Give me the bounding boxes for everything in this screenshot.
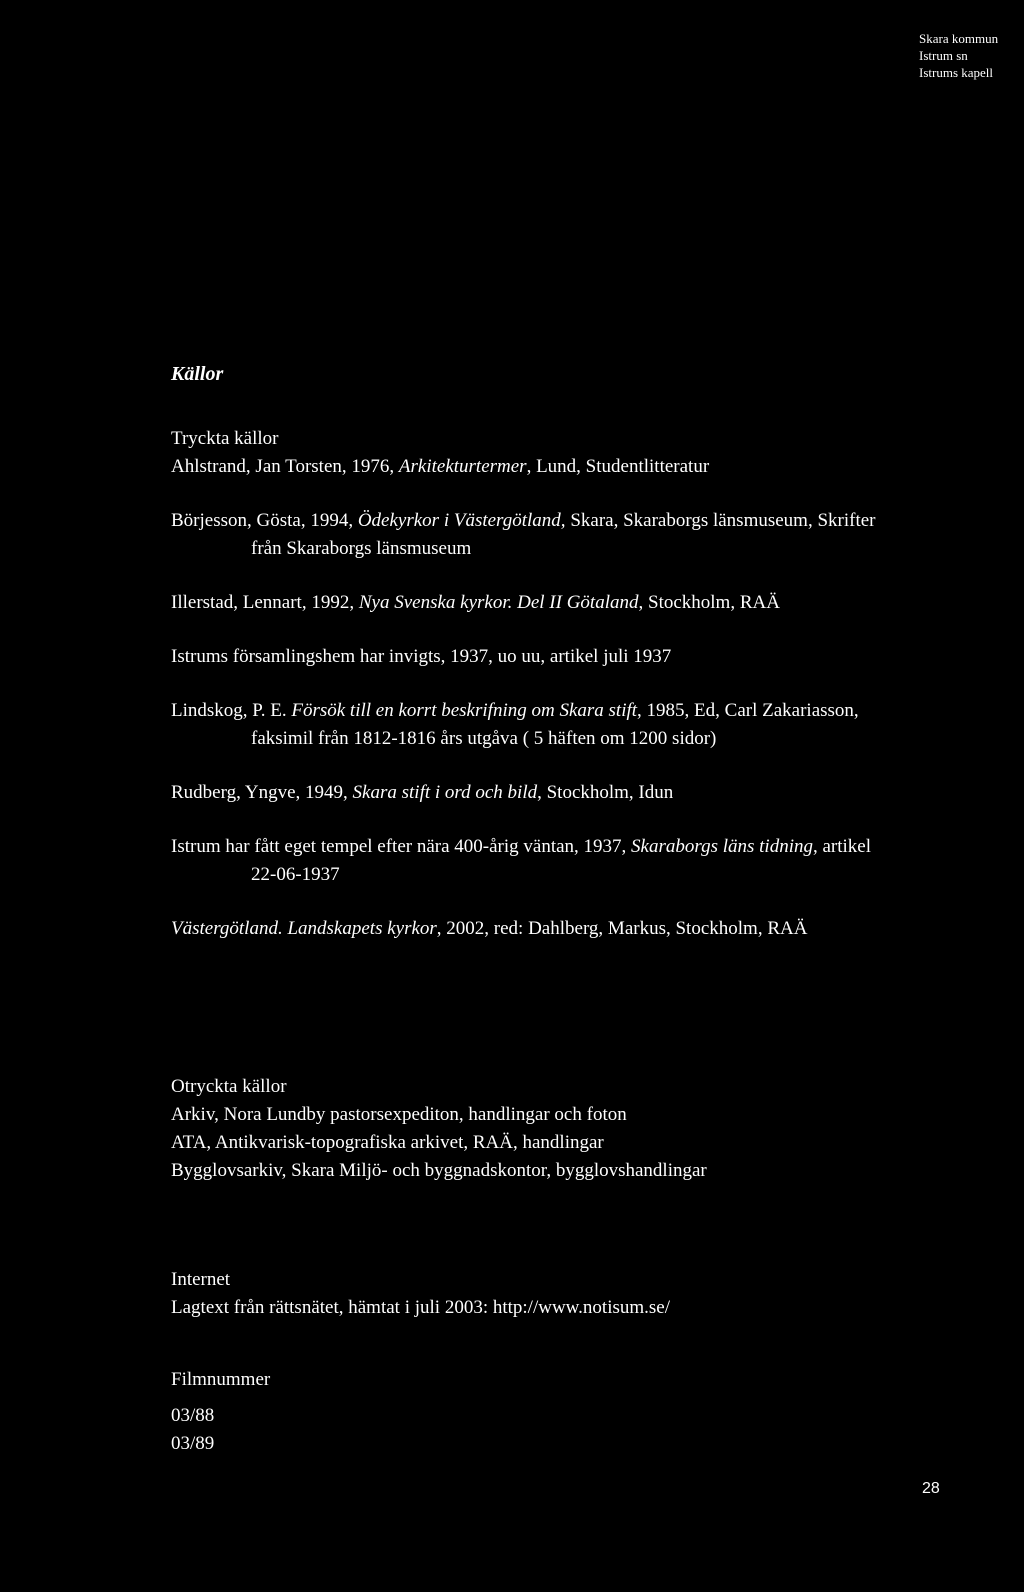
unprinted-sources-label: Otryckta källor bbox=[171, 1076, 287, 1097]
film-number: 03/89 bbox=[171, 1433, 215, 1454]
entry-pre: Istrum har fått eget tempel efter nära 400-årig väntan, 1937, bbox=[171, 836, 632, 857]
internet-sources bbox=[171, 1266, 901, 1322]
film-numbers-label: Filmnummer bbox=[171, 1369, 271, 1390]
entry-pre: Illerstad, Lennart, 1992, bbox=[171, 592, 359, 613]
entry-title: Försök till en korrt beskrifning om Skara stift bbox=[291, 700, 638, 721]
unprinted-source-item: Bygglovsarkiv, Skara Miljö- och byggnadskontor, bygglovshandlingar bbox=[171, 1160, 707, 1181]
printed-source-entry bbox=[171, 643, 901, 671]
entry-post: , Stockholm, RAÄ bbox=[638, 592, 780, 613]
entry-post: , Stockholm, Idun bbox=[537, 782, 674, 803]
entry-title: Västergötland. Landskapets kyrkor bbox=[171, 918, 437, 939]
printed-source-entry bbox=[171, 507, 901, 563]
printed-source-entry bbox=[171, 833, 901, 889]
page-number: 28 bbox=[922, 1480, 940, 1497]
entry-pre: Börjesson, Gösta, 1994, bbox=[171, 510, 358, 531]
sources-heading: Källor bbox=[171, 363, 224, 385]
printed-source-entry bbox=[171, 589, 901, 617]
film-number: 03/88 bbox=[171, 1405, 215, 1426]
entry-post: , Lund, Studentlitteratur bbox=[526, 456, 710, 477]
printed-source-entry bbox=[171, 915, 901, 943]
entry-post: , 2002, red: Dahlberg, Markus, Stockholm, RAÄ bbox=[436, 918, 808, 939]
entry-title: Nya Svenska kyrkor. Del II Götaland bbox=[358, 592, 639, 613]
entry-pre: Rudberg, Yngve, 1949, bbox=[171, 782, 353, 803]
printed-sources-list bbox=[171, 453, 901, 943]
entry-post: , artikel 22-06-1937 bbox=[251, 836, 871, 885]
printed-source-entry bbox=[171, 697, 901, 753]
sources-section bbox=[171, 360, 901, 1454]
entry-title: Arkitekturtermer bbox=[398, 456, 527, 477]
printed-sources-label: Tryckta källor bbox=[171, 428, 279, 449]
entry-title: Skara stift i ord och bild bbox=[352, 782, 538, 803]
entry-post: , 1985, Ed, Carl Zakariasson, faksimil från 1812-1816 års utgåva ( 5 häften om 1200 sidor) bbox=[251, 700, 859, 749]
entry-pre: Istrums församlingshem har invigts, 1937, uo uu, artikel juli 1937 bbox=[171, 646, 672, 667]
printed-sources bbox=[171, 425, 901, 943]
unprinted-sources bbox=[171, 1073, 901, 1185]
entry-title: Ödekyrkor i Västergötland, bbox=[357, 510, 566, 531]
header-municipality: Skara kommun bbox=[919, 31, 999, 46]
header-parish: Istrum sn bbox=[919, 48, 968, 63]
internet-source-item: Lagtext från rättsnätet, hämtat i juli 2003: http://www.notisum.se/ bbox=[171, 1297, 671, 1318]
printed-source-entry bbox=[171, 779, 901, 807]
entry-pre: Lindskog, P. E. bbox=[171, 700, 292, 721]
header-church: Istrums kapell bbox=[919, 65, 994, 80]
entry-title: Skaraborgs läns tidning bbox=[631, 836, 813, 857]
unprinted-source-item: ATA, Antikvarisk-topografiska arkivet, RAÄ, handlingar bbox=[171, 1132, 604, 1153]
film-numbers bbox=[171, 1366, 901, 1458]
page-header bbox=[919, 30, 998, 81]
entry-pre: Ahlstrand, Jan Torsten, 1976, bbox=[171, 456, 399, 477]
unprinted-source-item: Arkiv, Nora Lundby pastorsexpediton, handlingar och foton bbox=[171, 1104, 627, 1125]
entry-post: Skara, Skaraborgs länsmuseum, Skrifter från Skaraborgs länsmuseum bbox=[251, 510, 876, 559]
internet-label: Internet bbox=[171, 1269, 231, 1290]
printed-source-entry bbox=[171, 453, 901, 481]
